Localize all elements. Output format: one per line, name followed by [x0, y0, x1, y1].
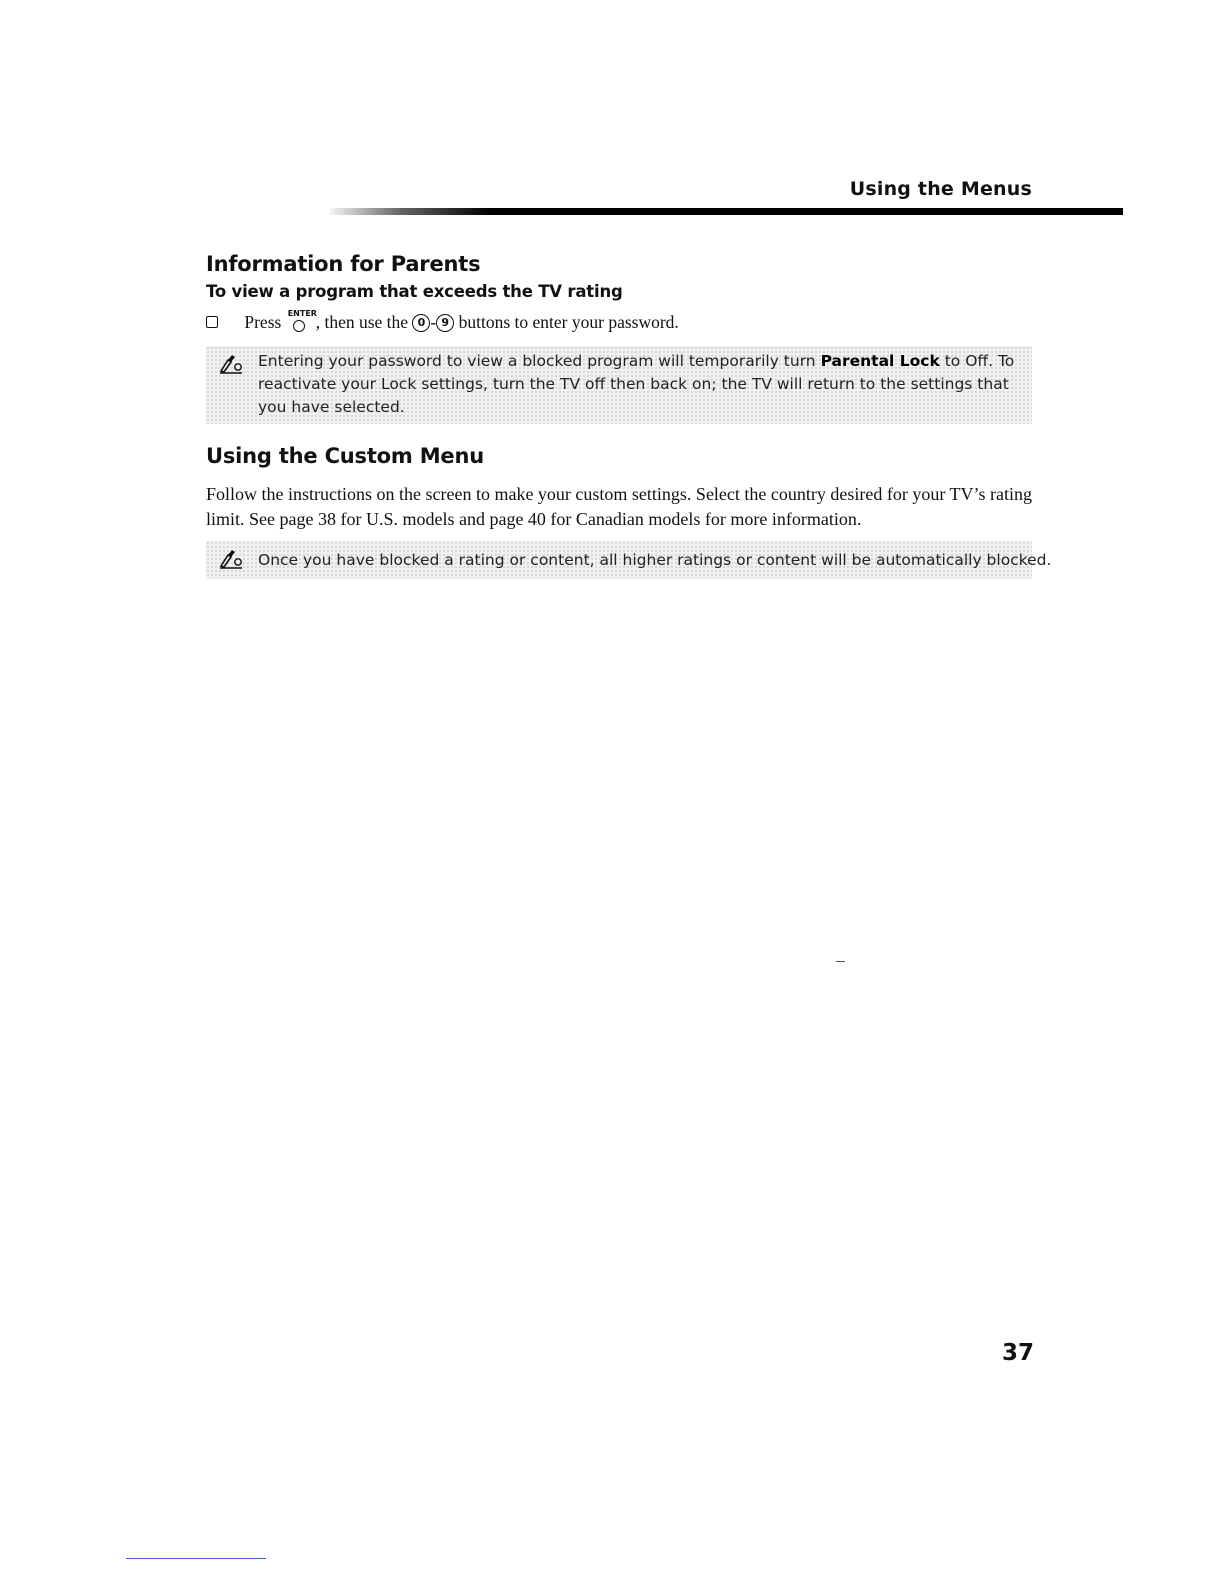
- heading-information-for-parents: Information for Parents: [206, 252, 481, 276]
- custom-menu-paragraph: Follow the instructions on the screen to make your custom settings. Select the country desired for your TV’s rating limit. See page 38 for U.S. models and page 40 for Canadian models for more information.: [206, 484, 1033, 529]
- step-text-before: Press: [244, 312, 282, 332]
- note-blocked-ratings: [206, 541, 1052, 579]
- heading-using-custom-menu: Using the Custom Menu: [206, 444, 484, 468]
- subheading-view-program: To view a program that exceeds the TV rating: [206, 282, 623, 301]
- header-rule: [330, 208, 1123, 215]
- note-parental-lock: [206, 346, 1032, 424]
- page-number: 37: [1001, 1340, 1034, 1366]
- step-checkbox-icon: [206, 316, 218, 328]
- note-parental-lock-text: Entering your password to view a blocked program will temporarily turn Parental Lock to Off. To reactivate your Lock settings, turn the TV off then back on; the TV will return to the settings that you have selected.: [258, 352, 1015, 416]
- enter-button-icon: ENTER: [286, 311, 316, 333]
- number-button-0-icon: 0: [412, 314, 430, 332]
- step-text-after: buttons to enter your password.: [458, 312, 679, 332]
- step-enter-password: [206, 311, 679, 333]
- running-header-title: Using the Menus: [849, 178, 1032, 200]
- note-pen-icon: [218, 547, 244, 569]
- note-blocked-ratings-text: Once you have blocked a rating or content, all higher ratings or content will be automatically blocked.: [258, 551, 1052, 569]
- number-button-9-icon: 9: [436, 314, 454, 332]
- range-dash: -: [430, 312, 437, 332]
- step-text-middle: , then use the: [315, 312, 409, 332]
- bottom-rule: [126, 1558, 266, 1559]
- parental-lock-term: Parental Lock: [820, 352, 940, 370]
- note-pen-icon: [218, 352, 244, 374]
- stray-mark: [836, 961, 845, 962]
